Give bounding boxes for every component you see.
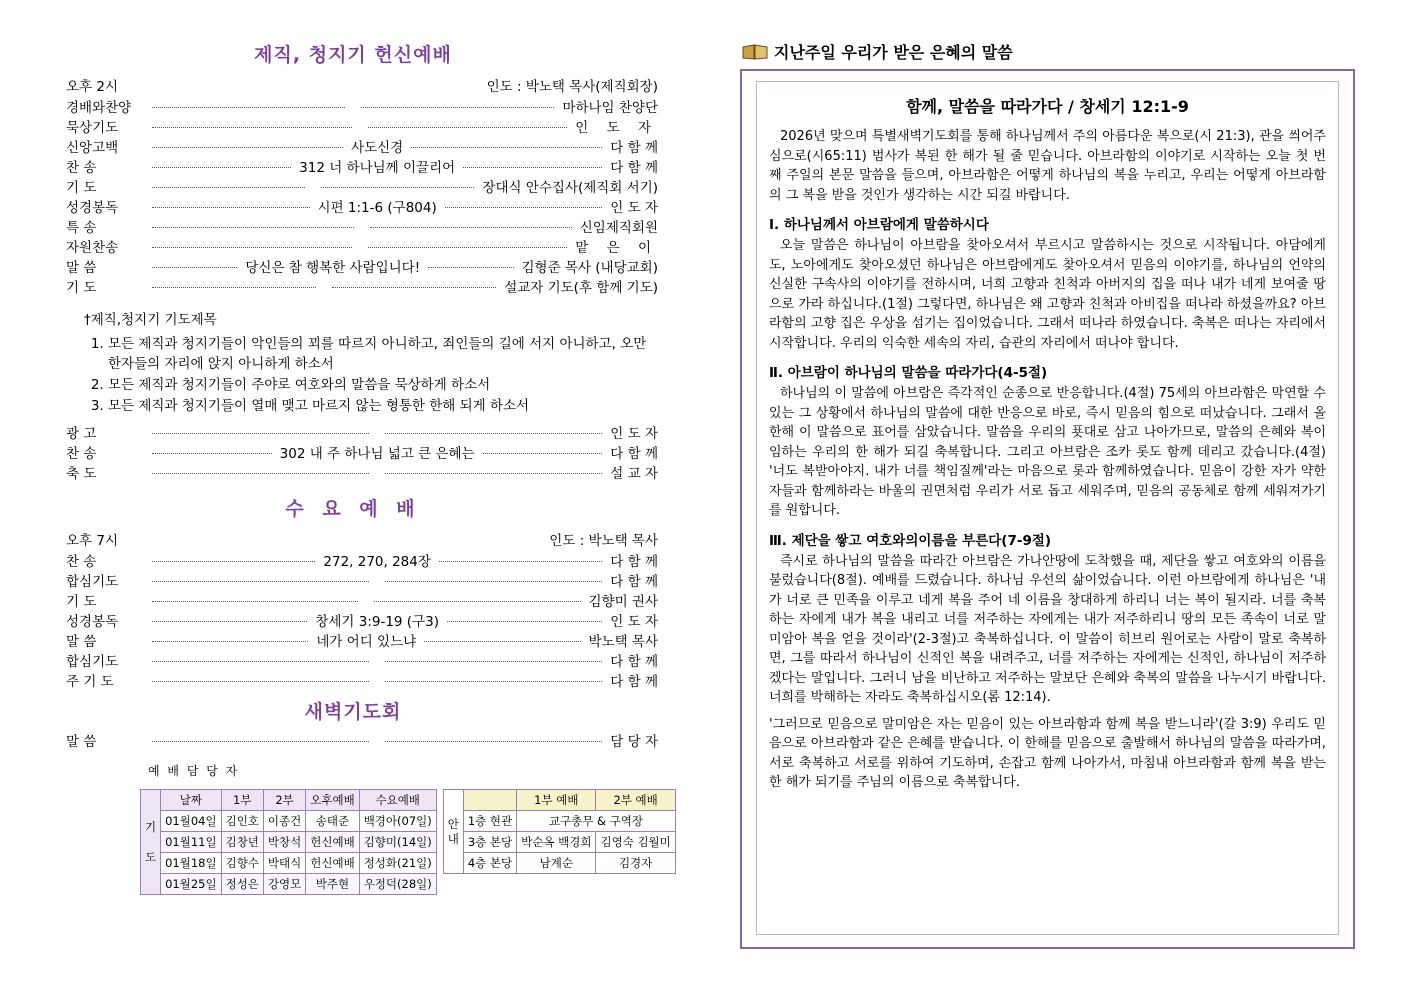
cell-first-service: 남계순 xyxy=(517,853,596,874)
order-label: 광 고 xyxy=(66,426,97,442)
order-row xyxy=(48,178,658,198)
sermon-heading: Ⅲ. 제단을 쌓고 여호와의이름을 부른다(7-9절) xyxy=(769,532,1052,549)
cell-second: 박창석 xyxy=(263,832,305,853)
order-detail: 시편 1:1-6 (구804) xyxy=(317,200,437,216)
order-label: 합심기도 xyxy=(66,654,119,670)
dot-leader xyxy=(361,107,554,108)
dot-leader xyxy=(152,681,369,682)
dot-leader xyxy=(152,287,316,288)
order-label: 성경봉독 xyxy=(66,200,119,216)
cell-wednesday: 김향미(14일) xyxy=(359,832,436,853)
cell-date: 01월11일 xyxy=(161,832,221,853)
order-detail: 312 너 하나님께 이끌리어 xyxy=(299,160,456,176)
guide-vertical-label: 안 내 xyxy=(443,790,463,874)
cell-second-service: 김경자 xyxy=(596,853,675,874)
dot-leader xyxy=(385,581,602,582)
left-column xyxy=(48,40,671,895)
order-detail: 사도신경 xyxy=(351,140,404,156)
dot-leader xyxy=(152,453,272,454)
dot-leader xyxy=(374,601,580,602)
order-label: 찬 송 xyxy=(66,160,97,176)
dot-leader xyxy=(152,741,369,742)
schedule-caption: 예 배 담 당 자 xyxy=(148,764,240,778)
order-person: 다 함 께 xyxy=(610,554,659,570)
order-person: 다 함 께 xyxy=(610,654,658,670)
right-column xyxy=(740,40,1355,949)
order-row xyxy=(48,238,658,258)
dot-leader xyxy=(385,741,602,742)
sermon-title: 함께, 말씀을 따라가다 / 창세기 12:1-9 xyxy=(906,97,1189,116)
sermon-box-inner xyxy=(756,81,1339,935)
cell-wednesday: 우정덕(28일) xyxy=(359,874,436,895)
cell-wednesday: 백경아(07일) xyxy=(359,811,436,832)
cell-date: 01월25일 xyxy=(161,874,221,895)
list-item: 2. 모든 제직과 청지기들이 주야로 여호와의 말씀을 묵상하게 하소서 xyxy=(108,375,658,395)
cell-floor: 4층 본당 xyxy=(463,853,516,874)
cell-second: 강영모 xyxy=(263,874,305,895)
order-person: 인 도 자 xyxy=(610,200,659,216)
order-detail: 302 내 주 하나님 넓고 큰 은혜는 xyxy=(279,446,475,462)
dot-leader xyxy=(152,621,307,622)
order-row xyxy=(48,424,658,444)
cell-afternoon: 헌신예배 xyxy=(306,832,359,853)
dot-leader xyxy=(385,473,602,474)
sermon-heading: Ⅰ. 하나님께서 아브람에게 말씀하시다 xyxy=(769,217,989,233)
sermon-closing: '그러므로 믿음으로 말미암은 자는 믿음이 있는 아브라함과 함께 복을 받느니라'(갈 3:9) 우리도 믿음으로 아브라함과 같은 은혜를 받습니다. 이 한해를 믿음으로 출발해서 하나님의 말씀을 따라가며, 서로 축복하고 서로를 위하여 기도하며, 손잡고 함께 나아가서, 마침내 아브라함과 함께 복을 받는 한 해가 되기를 주님의 이름으로 축복합니다. xyxy=(769,716,1326,790)
dot-leader xyxy=(152,473,369,474)
service1-leader: 인도 : 박노택 목사(제직회장) xyxy=(486,79,658,95)
order-row xyxy=(48,552,658,572)
sermon-intro: 2026년 맞으며 특별새벽기도회를 통해 하나님께서 주의 아름다운 복으로(시 21:3), 관을 씌어주심으로(시65:11) 범사가 복된 한 해가 될 줄 믿습니다. 아브라함의 이야기로 시작하는 오늘 첫 번째 주일의 본문 말씀을 들으며, 아브라함은 어떻게 하나님의 복을 누리고, 우리는 어떻게 아브라함의 그 복을 받을 것인가 생각하는 시간 되길 바랍니다. xyxy=(769,129,1326,203)
service2-title: 수 요 예 배 xyxy=(285,498,421,520)
dot-leader xyxy=(152,661,369,662)
dot-leader xyxy=(411,147,602,148)
sermon-heading: Ⅱ. 아브람이 하나님의 말씀을 따라가다(4-5절) xyxy=(769,365,1048,381)
cell-floor: 3층 본당 xyxy=(463,832,516,853)
order-person: 김향미 권사 xyxy=(588,594,658,610)
dot-leader xyxy=(368,127,568,128)
dot-leader xyxy=(321,187,474,188)
service2-time: 오후 7시 xyxy=(66,533,119,549)
order-label: 말 씀 xyxy=(66,260,97,276)
order-label: 자원찬송 xyxy=(66,240,119,256)
table-row xyxy=(443,811,675,832)
order-row xyxy=(48,572,658,592)
order-label: 기 도 xyxy=(66,180,97,196)
order-row xyxy=(48,258,658,278)
duty-schedule-table xyxy=(140,789,437,895)
order-detail: 창세기 3:9-19 (구3) xyxy=(315,614,439,630)
prayer-topics-list xyxy=(48,334,658,416)
service1-header xyxy=(48,75,658,95)
col-first: 1부 xyxy=(221,790,263,811)
cell-date: 01월04일 xyxy=(161,811,221,832)
dot-leader xyxy=(332,287,496,288)
dot-leader xyxy=(152,167,291,168)
dot-leader xyxy=(447,621,602,622)
order-row xyxy=(48,444,658,464)
order-row xyxy=(48,198,658,218)
cell-floor: 1층 현관 xyxy=(463,811,516,832)
col-date: 날짜 xyxy=(161,790,221,811)
col-floor xyxy=(463,790,516,811)
dot-leader xyxy=(152,601,358,602)
order-row xyxy=(48,278,658,298)
open-book-icon xyxy=(742,43,768,61)
order-row xyxy=(48,138,658,158)
dot-leader xyxy=(152,147,343,148)
dot-leader xyxy=(152,561,315,562)
order-row xyxy=(48,158,658,178)
dot-leader xyxy=(152,581,369,582)
order-detail: 당신은 참 행복한 사람입니다! xyxy=(245,260,421,276)
table-row xyxy=(443,832,675,853)
dot-leader xyxy=(483,453,603,454)
cell-second: 박태식 xyxy=(263,853,305,874)
order-person: 다 함 께 xyxy=(610,140,659,156)
cell-first: 김창년 xyxy=(221,832,263,853)
order-label: 말 씀 xyxy=(66,734,97,750)
order-row xyxy=(48,98,658,118)
dot-leader xyxy=(370,227,572,228)
order-row xyxy=(48,672,658,692)
order-person: 다 함 께 xyxy=(610,160,659,176)
col-afternoon: 오후예배 xyxy=(306,790,359,811)
prayer-vertical-label: 기 도 xyxy=(141,790,161,895)
dot-leader xyxy=(152,247,352,248)
order-person: 설 교 자 xyxy=(610,466,658,482)
dot-leader xyxy=(424,641,580,642)
dot-leader xyxy=(152,267,237,268)
order-person: 다 함 께 xyxy=(610,674,658,690)
sermon-paragraph: 오늘 말씀은 하나님이 아브람을 찾아오셔서 부르시고 말씀하시는 것으로 시작됩니다. 아담에게도, 노아에게도 찾아오셨던 하나님은 아브람에게도 찾아오셔서 믿음의 이야기를, 하나님의 언약의 신실한 구속사의 이야기를 전하시며, 너희 고향과 친척과 아버지의 집을 떠나 내가 네게 보여줄 땅으로 가라 하십니다.(1절) 그렇다면, 하나님은 왜 고향과 친척과 아비집을 떠나라 하셨을까요? 아브라함의 고향 집은 우상을 섬기는 집이었습니다. 그래서 떠나라 하였습니다. 축복은 떠나는 자리에서 시작합니다. 우리의 익숙한 세속의 자리, 습관의 자리에서 떠나야 합니다. xyxy=(769,238,1326,351)
order-label: 묵상기도 xyxy=(66,120,119,136)
sermon-paragraph: 하나님의 이 말씀에 아브람은 즉각적인 순종으로 반응합니다.(4절) 75세의 아브라함은 막연할 수 있는 그 상황에서 하나님의 말씀에 대한 반응으로 바로, 즉시 믿음의 힘으로 떠났습니다. 그래서 올 한해 이 말씀으로 표어를 삼았습니다. 말씀을 우리의 푯대로 삼고 나아가므로, 말씀의 은혜와 복이 임하는 우리의 한 해가 되길 축복합니다. 그리고 아브람은 조카 롯도 함께 데리고 갔습니다.(4절) '너도 복받아야지. 내가 너를 책임질께'라는 마음으로 롯과 함께하였습니다. 믿음이 강한 자가 약한 자들과 함께하라는 바울의 권면처럼 우리가 서로 돕고 세워주며, 믿음의 공동체로 함께 세워져가기를 원합니다. xyxy=(769,386,1326,518)
order-label: 기 도 xyxy=(66,280,97,296)
order-person: 마하나임 찬양단 xyxy=(562,100,659,116)
dot-leader xyxy=(152,227,354,228)
service1-title: 제직, 청지기 헌신예배 xyxy=(254,44,452,66)
list-item: 3. 모든 제직과 청지기들이 열매 맺고 마르지 않는 형통한 한해 되게 하소서 xyxy=(108,396,658,416)
order-person: 김형준 목사 (내당교회) xyxy=(521,260,658,276)
table-header-row xyxy=(443,790,675,811)
col-wednesday: 수요예배 xyxy=(359,790,436,811)
order-label: 성경봉독 xyxy=(66,614,119,630)
service1-time: 오후 2시 xyxy=(66,79,119,95)
greeter-schedule-table xyxy=(443,789,676,874)
order-label: 신앙고백 xyxy=(66,140,119,156)
dot-leader xyxy=(152,641,308,642)
order-person: 박노택 목사 xyxy=(588,634,658,650)
col-second: 2부 xyxy=(263,790,305,811)
schedule-tables xyxy=(48,789,671,895)
order-person: 다 함 께 xyxy=(610,574,658,590)
dot-leader xyxy=(439,561,602,562)
order-label: 말 씀 xyxy=(66,634,97,650)
cell-first-service: 교구총무 & 구역장 xyxy=(517,811,676,832)
order-label: 기 도 xyxy=(66,594,97,610)
order-detail: 272, 270, 284장 xyxy=(323,554,431,570)
sermon-section-title: 지난주일 우리가 받은 은혜의 말씀 xyxy=(774,43,1013,62)
order-label: 찬 송 xyxy=(66,554,97,570)
order-person: 맡 은 이 xyxy=(575,240,658,256)
dot-leader xyxy=(152,127,352,128)
table-header-row xyxy=(141,790,437,811)
table-row xyxy=(141,811,437,832)
cell-afternoon: 박주현 xyxy=(306,874,359,895)
cell-first: 김인호 xyxy=(221,811,263,832)
order-row xyxy=(48,652,658,672)
list-item: 1. 모든 제직과 청지기들이 악인들의 꾀를 따르지 아니하고, 죄인들의 길에 서지 아니하고, 오만한자들의 자리에 앉지 아니하게 하소서 xyxy=(108,334,658,374)
cell-afternoon: 송태준 xyxy=(306,811,359,832)
order-row xyxy=(48,118,658,138)
cell-wednesday: 정성화(21일) xyxy=(359,853,436,874)
cell-first-service: 박순옥 백경희 xyxy=(517,832,596,853)
order-row xyxy=(48,464,658,484)
cell-second-service: 김영숙 김월미 xyxy=(596,832,675,853)
order-row xyxy=(48,592,658,612)
dot-leader xyxy=(152,207,310,208)
service2-leader: 인도 : 박노택 목사 xyxy=(549,533,658,549)
table-row xyxy=(443,853,675,874)
cell-date: 01월18일 xyxy=(161,853,221,874)
col-first-service: 1부 예배 xyxy=(517,790,596,811)
order-row xyxy=(48,732,658,752)
order-label: 합심기도 xyxy=(66,574,119,590)
dot-leader xyxy=(385,681,602,682)
dot-leader xyxy=(445,207,603,208)
col-second-service: 2부 예배 xyxy=(596,790,675,811)
order-label: 축 도 xyxy=(66,466,97,482)
dot-leader xyxy=(428,267,513,268)
order-person: 신임제직회원 xyxy=(579,220,658,236)
order-person: 인 도 자 xyxy=(575,120,658,136)
table-row xyxy=(141,874,437,895)
dot-leader xyxy=(368,247,568,248)
order-person: 다 함 께 xyxy=(610,446,658,462)
sermon-section-header xyxy=(742,40,1355,63)
cell-first: 김향수 xyxy=(221,853,263,874)
order-label: 특 송 xyxy=(66,220,97,236)
order-label: 주 기 도 xyxy=(66,674,114,690)
dot-leader xyxy=(152,187,305,188)
dot-leader xyxy=(385,661,602,662)
order-label: 찬 송 xyxy=(66,446,97,462)
service3-title: 새벽기도회 xyxy=(304,701,402,723)
order-row xyxy=(48,632,658,652)
order-person: 담 당 자 xyxy=(610,734,658,750)
sermon-box xyxy=(740,69,1355,949)
table-row xyxy=(141,832,437,853)
dot-leader xyxy=(463,167,602,168)
order-person: 인 도 자 xyxy=(610,614,658,630)
cell-first: 정성은 xyxy=(221,874,263,895)
order-person: 설교자 기도(후 함께 기도) xyxy=(504,280,659,296)
table-row xyxy=(141,853,437,874)
dot-leader xyxy=(385,433,602,434)
order-row xyxy=(48,612,658,632)
order-person: 인 도 자 xyxy=(610,426,658,442)
order-person: 장대식 안수집사(제직회 서기) xyxy=(482,180,659,196)
order-row xyxy=(48,218,658,238)
service2-header xyxy=(48,529,658,549)
prayer-topics-heading: †제직,청지기 기도제목 xyxy=(84,312,217,328)
order-detail: 네가 어디 있느냐 xyxy=(316,634,417,650)
cell-afternoon: 헌신예배 xyxy=(306,853,359,874)
dot-leader xyxy=(152,433,369,434)
order-label: 경배와찬양 xyxy=(66,100,132,116)
dot-leader xyxy=(152,107,345,108)
sermon-paragraph: 즉시로 하나님의 말씀을 따라간 아브람은 가나안땅에 도착했을 때, 제단을 쌓고 여호와의 이름을 불렀습니다(8절). 예배를 드렸습니다. 하나님 우선의 삶이었습니다. 이런 아브람에게 하나님은 '내가 너로 큰 민족을 이루고 네게 복을 주어 네 이름을 창대하게 하리니 너는 복이 될지라. 너를 축복하는 자에게 내가 복을 내리고 너를 저주하는 자에게는 내가 저주하리니 땅의 모든 족속이 너로 말미암아 복을 얻을 것이라'(2-3절)고 축복하십니다. 이 말씀이 히브리 원어로는 사람이 말로 축복하면, 그를 따라서 하나님이 신적인 복을 내려주고, 너를 저주하는 자에게는 신적인, 하나님이 저주하겠다는 말입니다. 그러니 남을 비난하고 저주하는 말보단 은혜와 축복의 말씀을 나누시기 바랍니다. 너희를 박해하는 자라도 축복하십시오(롬 12:14). xyxy=(769,553,1326,705)
cell-second: 이종건 xyxy=(263,811,305,832)
